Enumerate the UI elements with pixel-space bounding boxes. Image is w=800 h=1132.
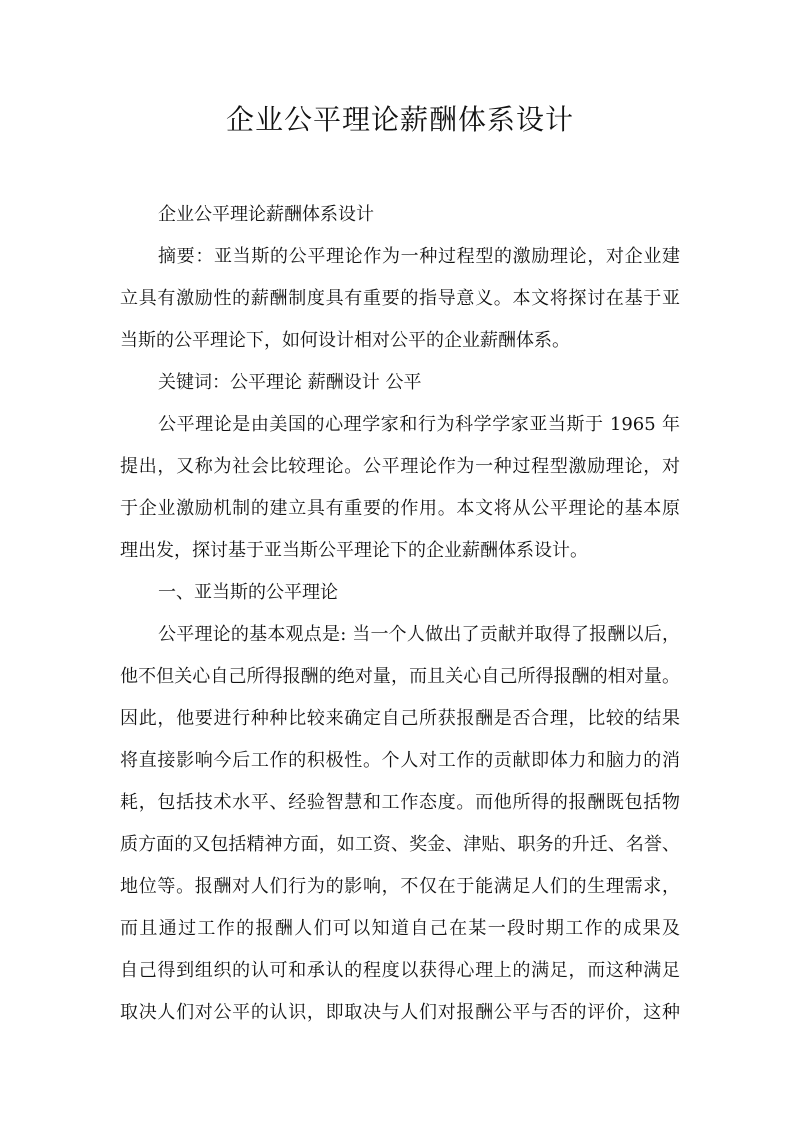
body-line: 因此，他要进行种种比较来确定自己所获报酬是否合理，比较的结果 [120, 708, 680, 729]
body-line: 公平理论的基本观点是: 当一个人做出了贡献并取得了报酬以后， [158, 624, 680, 645]
abstract-line: 立具有激励性的薪酬制度具有重要的指导意义。本文将探讨在基于亚 [120, 288, 680, 309]
body-line: 地位等。报酬对人们行为的影响，不仅在于能满足人们的生理需求， [120, 876, 680, 897]
body-line: 将直接影响今后工作的积极性。个人对工作的贡献即体力和脑力的消 [120, 750, 680, 771]
section-heading: 一、亚当斯的公平理论 [158, 582, 338, 603]
body-line: 耗，包括技术水平、经验智慧和工作态度。而他所得的报酬既包括物 [120, 792, 680, 813]
body-line: 而且通过工作的报酬人们可以知道自己在某一段时期工作的成果及 [120, 918, 680, 939]
body-line: 取决人们对公平的认识，即取决与人们对报酬公平与否的评价，这种 [120, 1002, 680, 1023]
abstract-line: 摘要：亚当斯的公平理论作为一种过程型的激励理论，对企业建 [158, 246, 680, 267]
body-line: 他不但关心自己所得报酬的绝对量，而且关心自己所得报酬的相对量。 [120, 666, 680, 687]
intro-line: 提出，又称为社会比较理论。公平理论作为一种过程型激励理论，对 [120, 456, 680, 477]
abstract-line: 当斯的公平理论下，如何设计相对公平的企业薪酬体系。 [120, 330, 570, 351]
intro-line: 公平理论是由美国的心理学家和行为科学学家亚当斯于 1965 年 [158, 414, 680, 435]
intro-line: 于企业激励机制的建立具有重要的作用。本文将从公平理论的基本原 [120, 498, 680, 519]
document-subtitle: 企业公平理论薪酬体系设计 [158, 204, 374, 225]
body-line: 质方面的又包括精神方面，如工资、奖金、津贴、职务的升迁、名誉、 [120, 834, 680, 855]
document-title: 企业公平理论薪酬体系设计 [225, 103, 574, 136]
keywords-line: 关键词：公平理论 薪酬设计 公平 [158, 372, 422, 393]
body-line: 自己得到组织的认可和承认的程度以获得心理上的满足，而这种满足 [120, 960, 680, 981]
intro-line: 理出发，探讨基于亚当斯公平理论下的企业薪酬体系设计。 [120, 540, 588, 561]
